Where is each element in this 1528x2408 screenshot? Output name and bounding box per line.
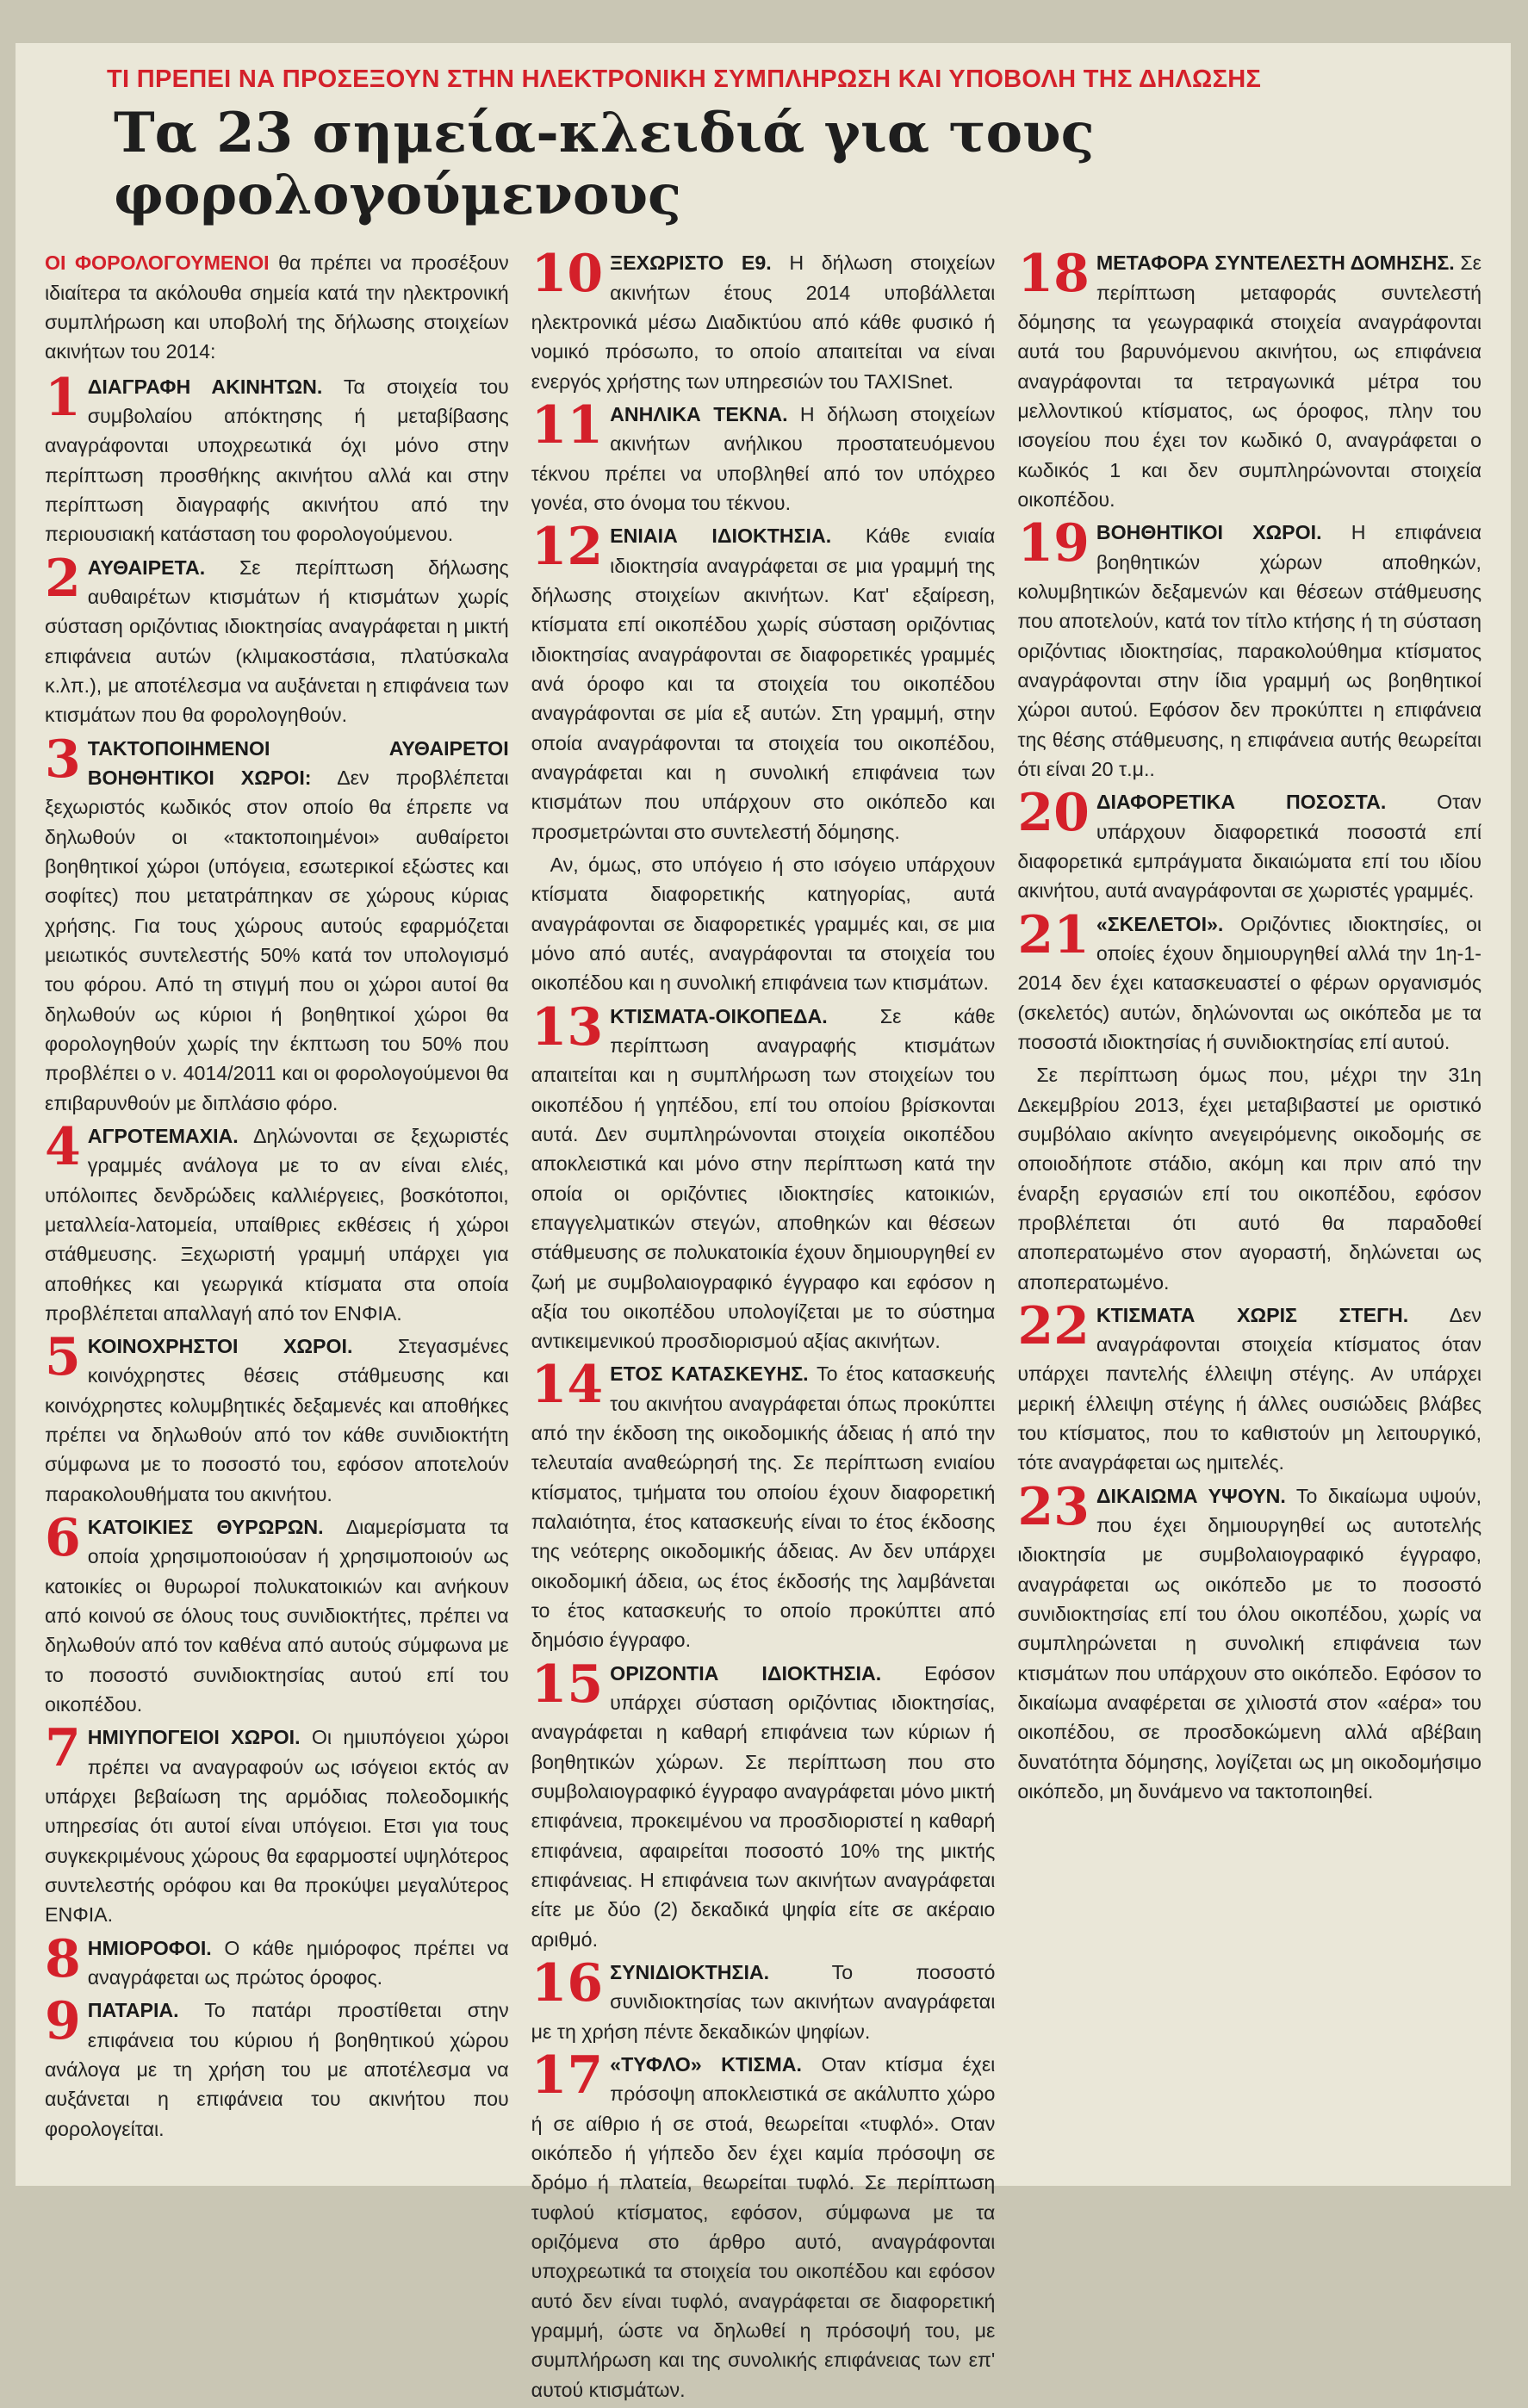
point-text: Οταν κτίσμα έχει πρόσοψη αποκλειστικά σε ακάλυπτο χώρο ή σε αίθριο ή σε στοά, θεωρείται «τυφλό». Οταν οικόπεδο ή γήπεδο δεν έχει καμία πρόσοψη σε δρόμο ή πλατεία, θεωρείται τυφλό. Σε περίπτωση τυφλού κτίσματος, εφόσον, σύμφωνα με τα οριζόμενα στο άρθρο αυτό, αναγράφονται υποχρεωτικά τα στοιχεία του οικοπέδου και εφόσον αυτό δεν είναι τυφλό, αναγράφεται σε διαφορετική γραμμή, ώστε να δηλωθεί η πρόσοψή του, με συμπλήρωση και της συνολικής επιφάνειας των επ' αυτού κτισμάτων.	[531, 2053, 996, 2401]
point-22	[1017, 1295, 1482, 1478]
point-title: «ΣΚΕΛΕΤΟΙ».	[1096, 912, 1224, 935]
point-text: Το πατάρι προστίθεται στην επιφάνεια του κύριου ή βοηθητικού χώρου ανάλογα με τη χρήση του με αποτέλεσμα να αυξάνεται η επιφάνεια του ακινήτου που φορολογείται.	[45, 1999, 509, 2140]
point-text: Σε περίπτωση μεταφοράς συντελεστή δόμησης τα γεωγραφικά στοιχεία αναγράφονται αυτά του βαρυνόμενου ακινήτου, ως επιφάνεια αναγράφονται τα τετραγωνικά μέτρα του μελλοντικού κτίσματος, ως όροφος, πλην του ισογείου που έχει τον κωδικό 0, αναγράφεται ο κωδικός 1 και δεν συμπληρώνονται στοιχεία οικοπέδου.	[1017, 251, 1482, 511]
point-title: ΗΜΙΟΡΟΦΟΙ.	[87, 1936, 212, 1959]
point-text: Εφόσον υπάρχει σύσταση οριζόντιας ιδιοκτησίας, αναγράφεται η καθαρή επιφάνεια των κύριων ή βοηθητικών χώρων. Σε περίπτωση που στο συμβολαιογραφικό έγγραφο αναγράφεται μόνο μικτή επιφάνεια, προκειμένου να προσδιοριστεί η καθαρή επιφάνεια, αφαιρείται ποσοστό 10% της μικτής επιφάνειας. Η επιφάνεια των ακινήτων αναγράφεται είτε με δύο (2) δεκαδικά ψηφία είτε σε ακέραιο αριθμό.	[531, 1661, 996, 1951]
point-number: 21	[1017, 904, 1090, 965]
point-title: ΤΑΚΤΟΠΟΙΗΜΕΝΟΙ ΑΥΘΑΙΡΕΤΟΙ ΒΟΗΘΗΤΙΚΟΙ ΧΩΡΟΙ:	[87, 736, 509, 789]
point-number: 22	[1017, 1295, 1090, 1356]
point-18	[1017, 244, 1482, 514]
point-title: ΠΑΤΑΡΙΑ.	[87, 1999, 179, 2022]
point-text: Το ποσοστό συνιδιοκτησίας των ακινήτων αναγράφεται με τη χρήση πέντε δεκαδικών ψηφίων.	[531, 1961, 996, 2043]
point-title: ΑΥΘΑΙΡΕΤΑ.	[87, 555, 206, 579]
point-number: 17	[531, 2045, 604, 2107]
point-21	[1017, 904, 1482, 1297]
point-number: 19	[1017, 513, 1090, 574]
point-19	[1017, 513, 1482, 784]
point-title: «ΤΥΦΛΟ» ΚΤΙΣΜΑ.	[610, 2053, 802, 2076]
point-extra-paragraph: Αν, όμως, στο υπόγειο ή στο ισόγειο υπάρχουν κτίσματα διαφορετικής κατηγορίας, αυτά αναγράφονται σε διαφορετικές γραμμές και, σε μια μόνο από αυτές, αναγράφονται τα στοιχεία του οικοπέδου και η συνολική επιφάνεια των κτισμάτων.	[531, 853, 996, 995]
page-title: Τα 23 σημεία-κλειδιά για τους φορολογούμενους	[114, 101, 1095, 227]
intro-paragraph	[45, 248, 509, 366]
point-text: Δηλώνονται σε ξεχωριστές γραμμές ανάλογα με το αν είναι ελιές, υπόλοιπες δενδρώδεις καλλιέργειες, βοσκότοποι, μεταλλεία-λατομεία, υπαίθριες εκθέσεις ή χώροι στάθμευσης. Ξεχωριστή γραμμή υπάρχει για αποθήκες και γεωργικά κτίσματα στα οποία προβλέπεται απαλλαγή από τον ΕΝΦΙΑ.	[45, 1124, 509, 1325]
point-title: ΚΤΙΣΜΑΤΑ ΧΩΡΙΣ ΣΤΕΓΗ.	[1096, 1303, 1409, 1326]
point-text: Δεν αναγράφονται στοιχεία κτίσματος όταν υπάρχει παντελής έλλειψη στέγης. Αν υπάρχει μερική έλλειψη στέγης ή άλλες ουσιώδεις βλάβες του κτίσματος, που το καθιστούν μη λειτουργικό, τότε αναγράφεται ως ημιτελές.	[1017, 1303, 1482, 1474]
point-2	[45, 548, 509, 730]
point-text: Κάθε ενιαία ιδιοκτησία αναγράφεται σε μια γραμμή της δήλωσης στοιχείων ακινήτων. Κατ' εξαίρεση, κτίσματα επί οικοπέδου χωρίς σύσταση οριζόντιας ιδιοκτησίας αναγράφονται σε διαφορετικές γραμμές ανά όροφο και τα στοιχεία του οικοπέδου αναγράφονται σε μία εξ αυτών. Στη γραμμή, στην οποία αναγράφονται τα στοιχεία του οικοπέδου, αναγράφεται και η συνολική επιφάνεια των κτισμάτων που υπάρχουν στο οικόπεδο και προσμετρώνται στο συντελεστή δόμησης.	[531, 524, 996, 843]
point-title: ΔΙΑΓΡΑΦΗ ΑΚΙΝΗΤΩΝ.	[87, 375, 323, 398]
point-number: 18	[1017, 244, 1090, 305]
point-number: 4	[45, 1116, 81, 1177]
point-15	[531, 1654, 996, 1954]
kicker: ΤΙ ΠΡΕΠΕΙ ΝΑ ΠΡΟΣΕΞΟΥΝ ΣΤΗΝ ΗΛΕΚΤΡΟΝΙΚΗ ΣΥΜΠΛΗΡΩΣΗ ΚΑΙ ΥΠΟΒΟΛΗ ΤΗΣ ΔΗΛΩΣΗΣ	[107, 65, 1262, 93]
point-4	[45, 1116, 509, 1328]
point-13	[531, 996, 996, 1356]
point-title: ΚΟΙΝΟΧΡΗΣΤΟΙ ΧΩΡΟΙ.	[87, 1335, 353, 1358]
column-2	[531, 244, 996, 2408]
point-number: 14	[531, 1355, 604, 1416]
point-title: ΕΝΙΑΙΑ ΙΔΙΟΚΤΗΣΙΑ.	[610, 524, 832, 548]
point-number: 12	[531, 517, 604, 578]
point-20	[1017, 783, 1482, 905]
point-title: ΕΤΟΣ ΚΑΤΑΣΚΕΥΗΣ.	[610, 1362, 809, 1386]
point-number: 5	[45, 1327, 81, 1388]
newspaper-page	[16, 43, 1511, 2401]
point-text: Το έτος κατασκευής του ακινήτου αναγράφεται όπως προκύπτει από την έκδοση της οικοδομικής άδειας ή από την τελευταία αναθεώρησή της. Σε περίπτωση ενιαίου κτίσματος, τμήματα του οποίου έχουν διαφορετική παλαιότητα, έτος κατασκευής είναι το έτος έκδοσης της νεότερης οικοδομικής άδειας. Αν δεν υπάρχει οικοδομική άδεια, ως έτος έκδοσής της λαμβάνεται το έτος κατασκευής το οποίο προκύπτει από δημόσιο έγγραφο.	[531, 1362, 996, 1652]
intro-text: θα πρέπει να προσέξουν ιδιαίτερα τα ακόλουθα σημεία κατά την ηλεκτρονική συμπλήρωση και υποβολή της δήλωσης στοιχείων ακινήτων του 2014:	[45, 251, 509, 363]
column-3	[1017, 244, 1482, 2408]
point-17	[531, 2045, 996, 2405]
point-text: Το δικαίωμα υψούν, που έχει δημιουργηθεί ως αυτοτελής ιδιοκτησία με συμβολαιογραφικό έγγραφο, αναγράφεται ως οικόπεδο με το ποσοστό συνιδιοκτησίας επί του όλου οικοπέδου, χωρίς να συμπληρώνεται η συνολική επιφάνεια των κτισμάτων που υπάρχουν στο οικόπεδο. Εφόσον το δικαίωμα αναφέρεται σε χιλιοστά στον «αέρα» του οικοπέδου, σε προσδοκώμενη αλλά αβέβαιη δυνατότητα δόμησης, λογίζεται ως μη οικοδομήσιμο οικόπεδο, μη δυνάμενο να τακτοποιηθεί.	[1017, 1484, 1482, 1803]
point-number: 15	[531, 1654, 604, 1715]
point-title: ΚΑΤΟΙΚΙΕΣ ΘΥΡΩΡΩΝ.	[87, 1516, 324, 1539]
point-text: Σε κάθε περίπτωση αναγραφής κτισμάτων απαιτείται και η συμπλήρωση των στοιχείων του οικοπέδου ή γηπέδου, επί του οποίου βρίσκονται αυτά. Δεν συμπληρώνονται στοιχεία οικοπέδου αποκλειστικά και μόνο στην περίπτωση κατά την οποία οι οριζόντιες ιδιοκτησίες κατοικιών, επαγγελματικών στεγών, αποθηκών και θέσεων στάθμευσης σε πολυκατοικία έχουν δημιουργηθεί εν ζωή με συμβολαιογραφικό έγγραφο και εφόσον η αξία του οικοπέδου υπολογίζεται με το σύστημα αντικειμενικού προσδιορισμού αξίας ακινήτων.	[531, 1004, 996, 1353]
point-10	[531, 244, 996, 396]
point-16	[531, 1953, 996, 2046]
point-5	[45, 1327, 509, 1509]
point-title: ΔΙΚΑΙΩΜΑ ΥΨΟΥΝ.	[1096, 1484, 1286, 1507]
point-title: ΜΕΤΑΦΟΡΑ ΣΥΝΤΕΛΕΣΤΗ ΔΟΜΗΣΗΣ.	[1096, 251, 1455, 275]
point-text: Ο κάθε ημιόροφος πρέπει να αναγράφεται ως πρώτος όροφος.	[87, 1936, 509, 1989]
point-number: 1	[45, 367, 81, 428]
intro-lead: ΟΙ ΦΟΡΟΛΟΓΟΥΜΕΝΟΙ	[45, 251, 270, 275]
point-text: Οταν υπάρχουν διαφορετικά ποσοστά επί διαφορετικά εμπράγματα δικαιώματα επί του ιδίου ακινήτου, αυτά αναγράφονται σε χωριστές γραμμές.	[1017, 791, 1482, 903]
point-title: ΒΟΗΘΗΤΙΚΟΙ ΧΩΡΟΙ.	[1096, 521, 1322, 544]
point-text: Σε περίπτωση δήλωσης αυθαιρέτων κτισμάτων ή κτισμάτων χωρίς σύσταση οριζόντιας ιδιοκτησίας αναγράφεται η μικτή επιφάνεια αυτών (κλιμακοστάσια, πλατύσκαλα κ.λπ.), με αποτέλεσμα να αυξάνεται η επιφάνεια των κτισμάτων που θα φορολογηθούν.	[45, 555, 509, 727]
point-number: 16	[531, 1953, 604, 2014]
point-text: Η δήλωση στοιχείων ακινήτων ανήλικου προστατευόμενου τέκνου πρέπει να υποβληθεί από τον υπόχρεο γονέα, στο όνομα του τέκνου.	[531, 402, 996, 514]
point-number: 6	[45, 1508, 81, 1569]
point-11	[531, 394, 996, 518]
point-1	[45, 367, 509, 549]
point-14	[531, 1355, 996, 1654]
point-number: 10	[531, 244, 604, 305]
point-text: Τα στοιχεία του συμβολαίου απόκτησης ή μεταβίβασης αναγράφονται υποχρεωτικά όχι μόνο στην περίπτωση προσθήκης ακινήτου αλλά και στην περίπτωση διαγραφής ακινήτου από την περιουσιακή κατάσταση του φορολογούμενου.	[45, 375, 509, 546]
point-text: Η δήλωση στοιχείων ακινήτων έτους 2014 υποβάλλεται ηλεκτρονικά μέσω Διαδικτύου από κάθε φυσικό ή νομικό πρόσωπο, το οποίο απαιτείται να είναι ενεργός χρήστης των υπηρεσιών του TAXISnet.	[531, 251, 996, 393]
point-number: 2	[45, 548, 81, 609]
point-number: 23	[1017, 1476, 1090, 1537]
point-text: Στεγασμένες κοινόχρηστες θέσεις στάθμευσης και κοινόχρηστες κολυμβητικές δεξαμενές και αποθήκες πρέπει να δηλωθούν από τον κάθε συνιδιοκτήτη σύμφωνα με το ποσοστό του, εφόσον αποτελούν παρακολουθήματα του ακινήτου.	[45, 1335, 509, 1505]
point-title: ΑΝΗΛΙΚΑ ΤΕΚΝΑ.	[610, 402, 788, 425]
point-title: ΣΥΝΙΔΙΟΚΤΗΣΙΑ.	[610, 1961, 770, 1984]
point-12	[531, 517, 996, 997]
point-number: 13	[531, 996, 604, 1058]
point-text: Οριζόντιες ιδιοκτησίες, οι οποίες έχουν δημιουργηθεί αλλά την 1η-1-2014 δεν έχει κατασκευαστεί ο φέρων οργανισμός (σκελετός) αυτών, δηλώνονται ως οικόπεδα με τα ποσοστά ιδιοκτησίας ή συνιδιοκτησίας επί αυτού.	[1017, 912, 1482, 1053]
point-number: 8	[45, 1928, 81, 1989]
point-text: Δεν προβλέπεται ξεχωριστός κωδικός στον οποίο θα έπρεπε να δηλωθούν οι «τακτοποιημένοι» αυθαίρετοι βοηθητικοί χώροι (υπόγεια, εσωτερικοί εξώστες και σοφίτες) που μετατράπηκαν σε χώρους κύριας χρήσης. Για τους χώρους αυτούς εφαρμόζεται μειωτικός συντελεστής 50% κατά τον υπολογισμό του φόρου. Από τη στιγμή που οι χώροι αυτοί θα δηλωθούν ως κύριοι ή βοηθητικοί χώροι θα φορολογηθούν χωρίς την έκπτωση του 50% που προβλέπει ο ν. 4014/2011 και οι φορολογούμενοι θα επιβαρυνθούν με διπλάσιο φόρο.	[45, 766, 509, 1114]
point-text: Οι ημιυπόγειοι χώροι πρέπει να αναγραφούν ως ισόγειοι εκτός αν υπάρχει βεβαίωση της αρμόδιας πολεοδομικής υπηρεσίας ότι αυτοί είναι υπόγειοι. Ετσι για τους συγκεκριμένους χώρους θα εφαρμοστεί υψηλότερος συντελεστής ορόφου και θα προκύψει μεγαλύτερος ΕΝΦΙΑ.	[45, 1726, 509, 1927]
point-number: 20	[1017, 783, 1090, 844]
point-number: 11	[531, 394, 604, 456]
column-1	[45, 248, 509, 2408]
point-title: ΗΜΙΥΠΟΓΕΙΟΙ ΧΩΡΟΙ.	[87, 1726, 301, 1749]
point-text: Διαμερίσματα τα οποία χρησιμοποιούσαν ή χρησιμοποιούν ως κατοικίες οι θυρωροί πολυκατοικιών και ανήκουν από κοινού σε όλους τους συνιδιοκτήτες, πρέπει να δηλωθούν από τον καθένα από αυτούς σύμφωνα με το ποσοστό συνιδιοκτησίας αυτού επί του οικοπέδου.	[45, 1516, 509, 1716]
point-extra-paragraph: Σε περίπτωση όμως που, μέχρι την 31η Δεκεμβρίου 2013, έχει μεταβιβαστεί με οριστικό συμβόλαιο ακίνητο ανεγειρόμενης οικοδομής σε οποιοδήποτε στάδιο, ακόμη και πριν από την έναρξη εργασιών επί του οικοπέδου, εφόσον προβλέπεται ότι αυτό θα παραδοθεί αποπερατωμένο στον αγοραστή, δηλώνεται ως αποπερατωμένο.	[1017, 1064, 1482, 1294]
point-text: Η επιφάνεια βοηθητικών χώρων αποθηκών, κολυμβητικών δεξαμενών και θέσεων στάθμευσης που αποτελούν, κατά τον τίτλο κτήσης ή τη σύσταση οριζόντιας ιδιοκτησίας, παρακολούθημα κτίσματος αναγράφονται στην ίδια γραμμή ως βοηθητικοί χώροι αυτού. Εφόσον δεν προκύπτει η επιφάνεια της θέσης στάθμευσης, η επιφάνεια αυτής θεωρείται ότι είναι 20 τ.μ..	[1017, 521, 1482, 780]
article-columns	[45, 244, 1482, 2408]
point-3	[45, 729, 509, 1118]
point-7	[45, 1718, 509, 1929]
point-8	[45, 1928, 509, 1993]
point-number: 3	[45, 729, 81, 790]
point-title: ΚΤΙΣΜΑΤΑ-ΟΙΚΟΠΕΔΑ.	[610, 1004, 828, 1027]
point-title: ΞΕΧΩΡΙΣΤΟ Ε9.	[610, 251, 772, 275]
point-title: ΑΓΡΟΤΕΜΑΧΙΑ.	[87, 1124, 239, 1147]
point-number: 7	[45, 1718, 81, 1779]
point-title: ΟΡΙΖΟΝΤΙΑ ΙΔΙΟΚΤΗΣΙΑ.	[610, 1661, 882, 1685]
point-23	[1017, 1476, 1482, 1807]
point-number: 9	[45, 1991, 81, 2052]
point-6	[45, 1508, 509, 1719]
point-9	[45, 1991, 509, 2144]
point-title: ΔΙΑΦΟΡΕΤΙΚΑ ΠΟΣΟΣΤΑ.	[1096, 791, 1387, 814]
